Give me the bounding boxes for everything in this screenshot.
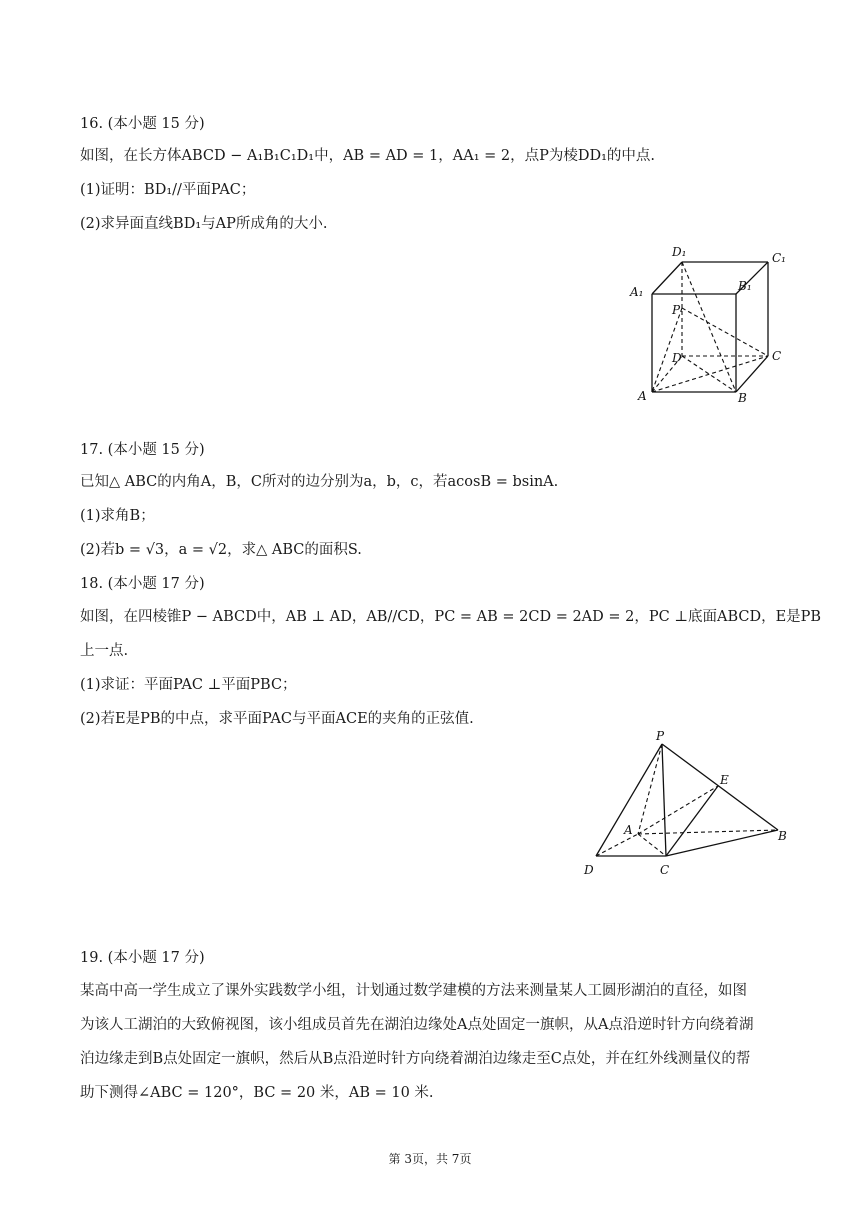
label-E: E (720, 773, 729, 787)
q18-header: 18. (本小题 17 分) (80, 576, 205, 592)
q18-stem-line1: 如图，在四棱锥P − ABCD中，AB ⊥ AD，AB//CD，PC = AB = 2CD = 2AD = 2，PC ⊥底面ABCD，E是PB (80, 609, 822, 625)
label-A: A (638, 389, 647, 403)
q16-stem: 如图，在长方体ABCD − A₁B₁C₁D₁中，AB = AD = 1，AA₁ = 2，点P为棱DD₁的中点. (80, 148, 656, 164)
label-A1: A₁ (630, 285, 644, 299)
q17-stem: 已知△ ABC的内角A，B，C所对的边分别为a，b，c，若acosB = bsinA. (80, 474, 559, 490)
label-D: D (584, 863, 594, 877)
label-A: A (624, 823, 633, 837)
q19-line2: 为该人工湖泊的大致俯视图，该小组成员首先在湖泊边缘处A点处固定一旗帜，从A点沿逆时针方向绕着湖 (80, 1017, 754, 1033)
label-C1: C₁ (772, 251, 786, 265)
page-footer: 第 3页，共 7页 (388, 1152, 472, 1166)
label-C: C (660, 863, 670, 877)
label-P: P (656, 730, 665, 743)
q18-part1: (1)求证：平面PAC ⊥平面PBC； (80, 677, 297, 693)
q17-part2: (2)若b = √3，a = √2，求△ ABC的面积S. (80, 542, 362, 558)
q19-header: 19. (本小题 17 分) (80, 950, 205, 966)
q16-part1: (1)证明：BD₁//平面PAC； (80, 182, 256, 198)
q19-line4: 助下测得∠ABC = 120°，BC = 20 米，AB = 10 米. (80, 1085, 434, 1101)
q18-part2: (2)若E是PB的中点，求平面PAC与平面ACE的夹角的正弦值. (80, 711, 474, 727)
q19-line3: 泊边缘走到B点处固定一旗帜，然后从B点沿逆时针方向绕着湖泊边缘走至C点处，并在红外线测量仪的帮 (80, 1051, 751, 1067)
q19-line1: 某高中高一学生成立了课外实践数学小组，计划通过数学建模的方法来测量某人工圆形湖泊的直径，如图 (80, 983, 747, 999)
pyramid-figure (578, 730, 798, 880)
label-P: P (672, 303, 681, 317)
cuboid-figure (620, 238, 800, 408)
label-D: D (672, 351, 682, 365)
label-B: B (778, 829, 787, 843)
label-C: C (772, 349, 782, 363)
q18-stem-line2: 上一点. (80, 643, 129, 659)
q16-header: 16. (本小题 15 分) (80, 116, 205, 132)
label-D1: D₁ (672, 245, 687, 259)
q17-header: 17. (本小题 15 分) (80, 442, 205, 458)
label-B1: B₁ (738, 279, 752, 293)
label-B: B (738, 391, 747, 405)
q17-part1: (1)求角B； (80, 508, 155, 524)
q16-part2: (2)求异面直线BD₁与AP所成角的大小. (80, 216, 328, 232)
